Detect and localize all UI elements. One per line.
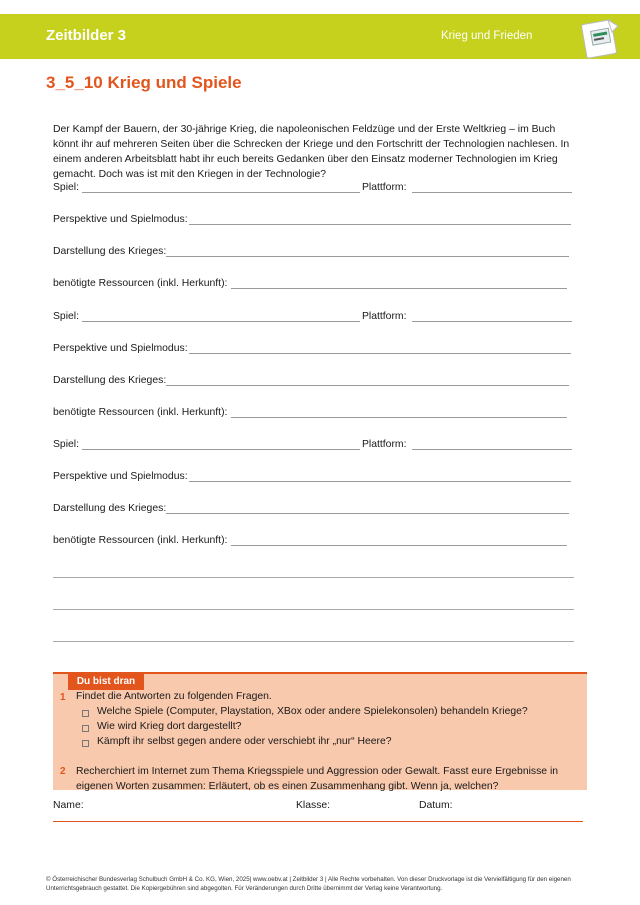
darstellung-answer-line[interactable] bbox=[166, 385, 569, 386]
perspektive-answer-line[interactable] bbox=[189, 224, 571, 225]
spiel-answer-line[interactable] bbox=[82, 192, 360, 193]
spiel-answer-line[interactable] bbox=[82, 449, 360, 450]
ressourcen-answer-line[interactable] bbox=[231, 288, 567, 289]
checkbox-icon[interactable] bbox=[82, 740, 89, 747]
klasse-label: Klasse: bbox=[296, 800, 331, 811]
writing-line[interactable] bbox=[53, 641, 574, 642]
plattform-label: Plattform: bbox=[362, 182, 407, 193]
task-1-bullet: Kämpft ihr selbst gegen andere oder verschiebt ihr „nur“ Heere? bbox=[97, 736, 392, 747]
name-label: Name: bbox=[53, 800, 84, 811]
task-2-number: 2 bbox=[60, 766, 66, 777]
plattform-answer-line[interactable] bbox=[412, 449, 572, 450]
perspektive-answer-line[interactable] bbox=[189, 481, 571, 482]
chapter-topic: Krieg und Frieden bbox=[441, 30, 533, 42]
perspektive-label: Perspektive und Spielmodus: bbox=[53, 214, 188, 225]
ressourcen-answer-line[interactable] bbox=[231, 417, 567, 418]
darstellung-label: Darstellung des Krieges: bbox=[53, 246, 167, 257]
signature-line bbox=[53, 821, 583, 822]
worksheet-icon bbox=[578, 18, 624, 60]
ressourcen-answer-line[interactable] bbox=[231, 545, 567, 546]
spiel-label: Spiel: bbox=[53, 182, 79, 193]
header-bar bbox=[0, 14, 640, 59]
plattform-label: Plattform: bbox=[362, 311, 407, 322]
task-1-bullet: Welche Spiele (Computer, Playstation, XBox oder andere Spielekonsolen) behandeln Kriege? bbox=[97, 706, 528, 717]
task-header: Du bist dran bbox=[68, 674, 144, 690]
perspektive-answer-line[interactable] bbox=[189, 353, 571, 354]
ressourcen-label: benötigte Ressourcen (inkl. Herkunft): bbox=[53, 407, 228, 418]
task-1-bullet: Wie wird Krieg dort dargestellt? bbox=[97, 721, 242, 732]
spiel-label: Spiel: bbox=[53, 311, 79, 322]
spiel-label: Spiel: bbox=[53, 439, 79, 450]
perspektive-label: Perspektive und Spielmodus: bbox=[53, 471, 188, 482]
copyright-footer: © Österreichischer Bundesverlag Schulbuch GmbH & Co. KG, Wien, 2025| www.oebv.at | Zeitbilder 3 | Alle Rechte vorbehalten. Von dieser Druckvorlage ist die Vervielfältigung für den eigenen Unterrichtsgebrauch gestattet. Die Kopiergebühren sind abgegolten. Für Veränderungen durch Dritte übernimmt der Verlag keine Verantwortung. bbox=[46, 876, 571, 892]
darstellung-label: Darstellung des Krieges: bbox=[53, 503, 167, 514]
task-1-number: 1 bbox=[60, 692, 66, 703]
writing-line[interactable] bbox=[53, 609, 574, 610]
plattform-answer-line[interactable] bbox=[412, 321, 572, 322]
task-1-text: Findet die Antworten zu folgenden Fragen. bbox=[76, 691, 272, 702]
ressourcen-label: benötigte Ressourcen (inkl. Herkunft): bbox=[53, 278, 228, 289]
page-title: 3_5_10 Krieg und Spiele bbox=[46, 73, 242, 92]
task-2-text: Recherchiert im Internet zum Thema Kriegsspiele und Aggression oder Gewalt. Fasst eure Ergebnisse in eigenen Worten zusammen: Erläutert, ob es einen Zusammenhang gibt. Wenn ja, welchen? bbox=[76, 766, 559, 792]
plattform-label: Plattform: bbox=[362, 439, 407, 450]
brand-title: Zeitbilder 3 bbox=[46, 27, 127, 44]
datum-label: Datum: bbox=[419, 800, 453, 811]
darstellung-answer-line[interactable] bbox=[166, 256, 569, 257]
checkbox-icon[interactable] bbox=[82, 725, 89, 732]
darstellung-answer-line[interactable] bbox=[166, 513, 569, 514]
writing-line[interactable] bbox=[53, 577, 574, 578]
ressourcen-label: benötigte Ressourcen (inkl. Herkunft): bbox=[53, 535, 228, 546]
plattform-answer-line[interactable] bbox=[412, 192, 572, 193]
spiel-answer-line[interactable] bbox=[82, 321, 360, 322]
checkbox-icon[interactable] bbox=[82, 710, 89, 717]
perspektive-label: Perspektive und Spielmodus: bbox=[53, 343, 188, 354]
darstellung-label: Darstellung des Krieges: bbox=[53, 375, 167, 386]
intro-text: Der Kampf der Bauern, der 30-jährige Krieg, die napoleonischen Feldzüge und der Erste Weltkrieg – im Buch könnt ihr auf mehreren Seiten über die Schrecken der Kriege und den Fortschritt der Technologien nachlesen. In einem anderen Arbeitsblatt habt ihr euch bereits Gedanken über den Einsatz moderner Technologien im Krieg gemacht. Doch was ist mit den Kriegen in der Technologie? bbox=[53, 124, 570, 180]
